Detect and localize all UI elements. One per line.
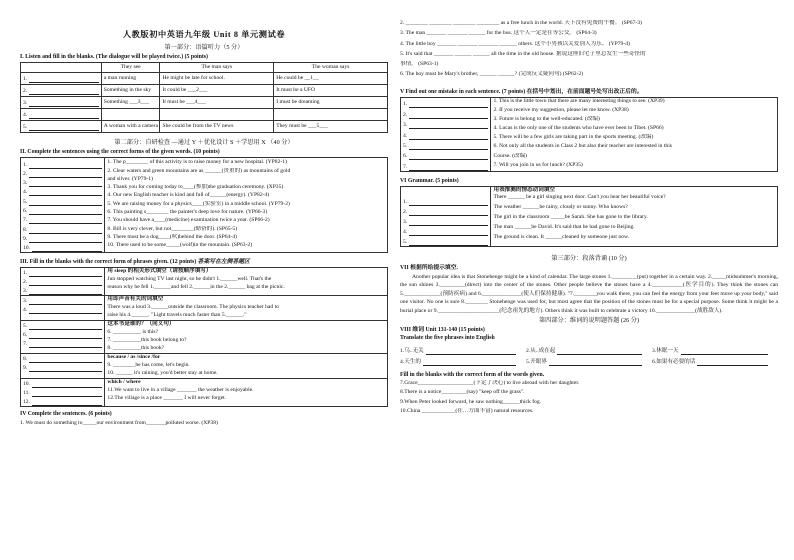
answer-number: 6. [23, 332, 28, 339]
answer-number: 10. [23, 381, 30, 388]
question-cell [105, 296, 388, 321]
answer-underline [29, 358, 102, 363]
table-row [21, 268, 388, 296]
answer-blank [23, 243, 102, 252]
question-line: 9. ________he has come, let's begin. [107, 362, 190, 369]
phrase-blank [697, 361, 768, 366]
answer-underline [29, 325, 102, 330]
answer-blank [403, 119, 488, 129]
answer-number: 2. [403, 111, 408, 118]
question-line: There was a loud 3.______outside the classroom. The physics teacher had to [107, 304, 279, 311]
answer-blank [403, 206, 488, 216]
answer-cell [21, 85, 102, 97]
question-column [105, 158, 388, 253]
section4-item: 1. We must do something to_____our environment from_______polluted worse. (XP38) [20, 419, 218, 426]
question-line: 11.We want to live in a village _______ the weather is enjoyable. [107, 387, 254, 394]
group-title: because / as /since /for [107, 354, 161, 361]
phrase-text: 4.天生的 [400, 358, 421, 365]
answer-number: 5. [23, 198, 28, 205]
table-row [21, 73, 388, 85]
answer-blank [403, 108, 488, 118]
answer-blank [23, 215, 102, 224]
phrase-item [400, 355, 526, 366]
table-cell: He could be __1__ [274, 73, 388, 85]
answer-blank [23, 296, 102, 305]
section6-table [400, 186, 778, 247]
answer-number: 5. [23, 323, 28, 330]
answer-number: 1. [23, 161, 28, 168]
question-line: Jun stopped watching TV last night, so he didn't 1.______well. That's the [107, 276, 272, 283]
answer-number: 1. [23, 76, 28, 83]
table-header [21, 63, 102, 73]
answer-underline [409, 103, 488, 108]
section9-heading: Fill in the blanks with the correct form of the words given. [400, 371, 545, 378]
translation-line: 事情。 (SP63-1) [400, 61, 439, 68]
translation-line: 6. The boy must be Mary's brother, ______ ______? (完成反义疑问句) (SP62-2) [400, 71, 584, 78]
answer-blank [403, 216, 488, 226]
answer-underline [32, 383, 102, 388]
table-cell [160, 109, 274, 121]
translation-items [400, 20, 778, 82]
answer-underline [32, 392, 103, 397]
phrase-text: 1.乌..无关 [400, 347, 424, 354]
answer-underline [29, 78, 99, 83]
answer-cell [21, 296, 105, 321]
question-column [491, 98, 778, 172]
question-line: raise his 4.______. "Light travels much faster than 5.______." [107, 312, 247, 319]
table-cell: A woman with a camera [101, 121, 160, 133]
answer-blank [23, 339, 102, 348]
phrase-text: 5.开眼界 [526, 358, 547, 365]
table-cell [101, 109, 160, 121]
question-item: and silver. (YP79-1) [107, 175, 153, 182]
answer-underline [409, 155, 488, 160]
section5-table [400, 97, 778, 172]
question-line: 12.The village is a place _______ I will never forget. [107, 395, 227, 402]
answer-underline [409, 114, 488, 119]
table-header: The woman says [274, 63, 388, 73]
answer-number: 7. [23, 217, 28, 224]
question-item: 7. Will you join in us for lunch? (XP35) [493, 161, 583, 168]
group-title: 用 sleep 的相关形式填空（请按顺序填写） [107, 268, 212, 275]
answer-underline [409, 135, 488, 140]
answer-cell [21, 354, 105, 379]
phrase-text: 3.休眠一天 [652, 347, 679, 354]
answer-blank [403, 160, 488, 170]
section4-heading: IV Complete the sentences. (6 points) [20, 411, 112, 418]
answer-underline [29, 238, 102, 243]
table-row [21, 85, 388, 97]
answer-number: 3. [23, 288, 28, 295]
question-item: 6. This painting s________ the painter's deep love for nature. (YP66-3) [107, 209, 268, 215]
answer-number: 1. [23, 270, 28, 277]
table-row [21, 121, 388, 133]
answer-underline [29, 343, 102, 348]
table-row [21, 97, 388, 109]
question-item: 1. The p________ of this activity is to raise money for a new hospital. (YP82-1) [107, 159, 287, 166]
answer-number: 3. [403, 122, 408, 129]
answer-blank [23, 277, 102, 286]
left-column [20, 0, 388, 560]
answer-blank [23, 330, 102, 339]
answer-cell [21, 73, 102, 85]
question-item: 7.Grace____________________(下定了决心) to live abroad with her daughter. [400, 379, 580, 386]
table-cell: He might be late for school. [160, 73, 274, 85]
answer-cell [21, 268, 105, 296]
table-header: The man says [160, 63, 274, 73]
section1-heading: I. Listen and fill in the blanks. (The dialogue will be played twice.) (5 points) [20, 54, 208, 60]
section8-subheading: Translate the five phrases into English [400, 335, 495, 342]
question-item: 2. If you receive my suggestion, please let me know. (XP38) [493, 107, 629, 114]
translation-line: 3. The man _______ _______ ______ for the bus. 这个人一定是在等公交。 (SP64-3) [400, 30, 597, 37]
question-line: 7. __________this book belong to? [107, 337, 187, 344]
answer-number: 4. [23, 189, 28, 196]
question-cell [105, 268, 388, 296]
answer-number: 11. [23, 390, 30, 397]
answer-underline [409, 124, 488, 129]
answer-number: 2. [23, 279, 28, 286]
answer-number: 6. [23, 208, 28, 215]
section3-table [20, 267, 388, 407]
section2-table [20, 157, 388, 253]
answer-underline [29, 182, 102, 187]
question-item: Course. (改编) [493, 152, 528, 159]
question-line: reason why he fell 1.______and fell 2.______in the 2.______ bag at the picnic. [107, 284, 285, 291]
answer-blank [23, 206, 102, 215]
section3-note: 答案写在左侧答题区 [197, 259, 250, 266]
answer-blank [23, 397, 102, 406]
answer-cell [21, 379, 105, 407]
question-cell [105, 379, 388, 407]
answer-number: 5. [403, 142, 408, 149]
answer-blank [403, 98, 488, 108]
answer-underline [29, 272, 102, 277]
answer-number: 4. [403, 229, 408, 236]
exam-title: 人教版初中英语九年级 Unit 8 单元测试卷 [122, 30, 286, 39]
question-item: The man ______be David. It's said that he had gone to Beijing. [493, 223, 635, 230]
answer-number: 7. [23, 341, 28, 348]
question-item: 4. Lucas is the only one of the students who have ever been to Tibet. (SP66) [493, 125, 664, 132]
question-cell [105, 321, 388, 354]
answer-blank [23, 305, 102, 314]
group-title: which / where [107, 379, 141, 386]
section3-title: III. Fill in the blanks with the correct form of phrases given. (12 points) [20, 259, 197, 266]
table-cell: a man running [101, 73, 160, 85]
answer-underline [409, 221, 488, 226]
answer-blank [23, 354, 102, 363]
answer-number: 4. [23, 307, 28, 314]
answer-number: 2. [23, 88, 28, 95]
question-item: 5. There will be a few girls are taking part in the sports meeting. (改编) [493, 134, 654, 141]
answer-blank [23, 268, 102, 277]
section3-heading [20, 259, 388, 266]
table-row [21, 354, 388, 379]
translation-line: 2. ________ ________ ________ ________ as a free lunch in the world. 天下没有免费的午餐。 (SP67-3) [400, 20, 642, 26]
question-item: 4. Our new English teacher is kind and full of______(energy). (YP82-4) [107, 192, 270, 199]
answer-underline [29, 114, 99, 119]
question-item: 5. We are raising money for a physics____(实验室) in a middle school. (YP79-2) [107, 200, 290, 207]
phrase-text: 6.如果有必要的话 [652, 358, 696, 365]
phrase-item [652, 355, 778, 366]
part1-heading: 第一部分：语篇听力（5 分） [164, 44, 244, 52]
answer-blank [403, 129, 488, 139]
table-cell: They must be ___5___ [274, 121, 388, 133]
question-item: There ______ be a girl singing next door. Can't you hear her beautiful voice? [493, 193, 666, 200]
answer-cell [21, 97, 102, 109]
answer-number: 10. [23, 245, 30, 252]
answer-underline [32, 247, 102, 252]
question-cell [105, 354, 388, 379]
answer-blank [23, 321, 102, 330]
section7-heading: VII 根据所给提示填空. [400, 264, 458, 271]
answer-blank [23, 224, 102, 233]
question-item: 10. There used to be some_____(wolf)in the mountain. (SP63-2) [107, 242, 253, 249]
question-item: 8.There is a notice_________(say) "keep off the grass". [400, 389, 525, 396]
answer-column [401, 187, 491, 247]
answer-underline [409, 145, 488, 150]
answer-blank [23, 159, 102, 168]
passage-text: Another popular idea is that Stonehenge might be a kind of calendar. The large stones 1._________(put) together in a certain way. 2._____midsummer's morning, the sun shines 3._________(direct) into the center of the stones. Other people believe the stones have a 4.___________(医学目的). They think the stones can 5._____________(预防疾病) and 6.______________(使人们保持健康). "7.________you walk there, you can feel the energy from your feet move up your body," said one visitor. No one is sure 8.________ Stonehenge was used for, but most agree that the position of the stones must be for a special purpose. Some think it might be a burial place or 9.______________________(纪念祖先的地方). Others think it was built to celebrate a victory 10.______________(战胜敌人). [400, 273, 778, 314]
answer-underline [29, 173, 102, 178]
answer-underline [29, 300, 102, 305]
table-cell: Something ___3___ [101, 97, 160, 109]
answer-blank [403, 236, 488, 246]
answer-number: 2. [23, 170, 28, 177]
answer-blank [403, 226, 488, 236]
table-cell [274, 109, 388, 121]
answer-underline [29, 219, 102, 224]
answer-underline [409, 241, 488, 246]
answer-column [21, 158, 105, 253]
answer-underline [409, 211, 488, 216]
answer-underline [29, 102, 99, 107]
question-item: 10.China ____________(在…方面丰富) natural resources. [400, 408, 534, 415]
table-cell: She could be from the TV news [160, 121, 274, 133]
answer-number: 5. [23, 124, 28, 131]
answer-underline [29, 334, 102, 339]
answer-blank [23, 187, 102, 196]
translation-line: 5. It's said that _______ ______ ______ all the time in the old house. 据说这座旧宅子里总发生一些奇怪的 [400, 50, 646, 57]
table-cell: It must be ___4___ [160, 97, 274, 109]
answer-number: 3. [403, 219, 408, 226]
section9-items [400, 380, 778, 418]
phrase-text: 2.从..成在起 [526, 347, 556, 354]
answer-number: 3. [23, 100, 28, 107]
answer-number: 7. [403, 163, 408, 170]
group-title: 用即声音有关的词填空 [107, 296, 164, 303]
section8-heading: VIII 维词 Unit 131-140 (15 points) [400, 327, 485, 334]
answer-underline [29, 201, 102, 206]
answer-underline [29, 126, 99, 131]
answer-number: 3. [23, 180, 28, 187]
question-item: 2. Clear waters and green mountains are as ______(贵重的) as mountains of gold [107, 167, 291, 174]
translation-line: 4. The little boy _______ _______ _______ ______ others. 这个小男孩以关爱别人为乐。 (YP79-4) [400, 40, 630, 47]
answer-blank [23, 234, 102, 243]
table-row [21, 379, 388, 407]
section2-heading: II. Complete the sentences using the correct forms of the given words. (10 points) [20, 148, 220, 155]
phrase-item [526, 355, 652, 366]
question-line: 10. ______ it's raining, you'd better stay at home. [107, 370, 218, 377]
answer-underline [29, 367, 102, 372]
question-item: 9. There must be a dog____(吠)behind the door. (SP64-4) [107, 233, 237, 240]
answer-cell [21, 321, 105, 354]
question-item: 1. This is the little town that there are many interesting things to see. (XP39) [493, 98, 665, 105]
answer-underline [29, 164, 102, 169]
table-cell: Something in the sky [101, 85, 160, 97]
answer-blank [23, 122, 99, 131]
section6-heading: VI Grammar. (5 points) [400, 177, 459, 184]
answer-number: 9. [23, 235, 28, 242]
question-item: 3. Thank you for coming today to____(参加)the graduation ceremony. (XP35) [107, 184, 284, 191]
phrase-blank [423, 361, 516, 366]
answer-number: 4. [403, 132, 408, 139]
answer-number: 8. [23, 226, 28, 233]
table-row [21, 109, 388, 121]
group-title: 这本书是谁的？（同义句） [107, 321, 175, 328]
question-line: 6. __________ is this? [107, 329, 159, 336]
question-line: 8. __________this book? [107, 345, 165, 352]
answer-underline [29, 281, 102, 286]
answer-blank [403, 187, 488, 206]
answer-number: 8. [23, 356, 28, 363]
question-item: The girl in the classroom _____be Sarah. She has gone to the library. [493, 213, 648, 220]
answer-number: 9. [23, 365, 28, 372]
question-item: 7. You should have a____(medicine) examination twice a year. (SP66-2) [107, 217, 270, 224]
answer-blank [23, 363, 102, 372]
answer-underline [32, 401, 102, 406]
question-item: The weather ______be rainy, cloudy or sunny. Who knows? [493, 203, 628, 210]
table-cell: It must be a UFO [274, 85, 388, 97]
part4-heading: 第四部分：维词的说明题答题 (26 分) [538, 317, 640, 325]
answer-blank [23, 86, 99, 95]
answer-underline [29, 309, 102, 314]
answer-cell [21, 121, 102, 133]
answer-blank [23, 286, 102, 295]
answer-underline [409, 201, 488, 206]
table-header: They see [101, 63, 160, 73]
question-item: The ground is clean. It ______cleaned by someone just now. [493, 233, 630, 240]
answer-blank [23, 178, 102, 187]
answer-cell [21, 109, 102, 121]
phrase-item [400, 344, 526, 355]
phrase-blank [549, 361, 642, 366]
answer-underline [29, 191, 102, 196]
answer-blank [23, 74, 99, 83]
answer-blank [403, 140, 488, 150]
listening-table [20, 62, 388, 133]
answer-blank [23, 98, 99, 107]
answer-number: 2. [403, 209, 408, 216]
phrase-grid [400, 344, 778, 366]
answer-blank [23, 388, 102, 397]
phrase-item [526, 344, 652, 355]
table-cell: It could be ___2___ [160, 85, 274, 97]
answer-blank [23, 379, 102, 388]
table-row [21, 321, 388, 354]
answer-number: 3. [23, 298, 28, 305]
answer-underline [29, 229, 102, 234]
right-column [400, 0, 778, 560]
question-item: 8. Bill is very clever, but not________(勤奋的). (SP65-5) [107, 225, 238, 232]
part3-heading: 第三部分：段落背诵 (10 分) [551, 255, 627, 262]
question-item: 6. Not only all the students in Class 2 but also their teacher are interested in this [493, 143, 672, 150]
answer-number: 5. [403, 239, 408, 246]
answer-blank [403, 150, 488, 160]
section5-heading: V Find out one mistake in each sentence. (7 points) 在括号中划出，在前面题号处写出改正后的。 [400, 88, 643, 95]
answer-column [401, 98, 491, 172]
answer-blank [23, 169, 102, 178]
answer-underline [29, 290, 102, 295]
question-item: 3. Future is belong to the well-educated. (改编) [493, 116, 600, 123]
part2-heading: 第二部分：自研检查 —通过 Y ＋优化设计 S ＋学思用 X （40 分） [114, 139, 294, 147]
question-column [491, 187, 778, 247]
answer-number: 6. [403, 153, 408, 160]
answer-blank [23, 196, 102, 205]
answer-number: 1. [403, 101, 408, 108]
answer-number: 1. [403, 199, 408, 206]
answer-number: 4. [23, 112, 28, 119]
table-cell: I must be dreaming [274, 97, 388, 109]
answer-underline [29, 210, 102, 215]
phrase-item [652, 344, 778, 355]
table-row [21, 296, 388, 321]
answer-underline [29, 90, 99, 95]
answer-underline [409, 231, 488, 236]
answer-number: 12. [23, 399, 30, 406]
answer-underline [409, 166, 488, 171]
grammar-instruction: 用表推测的情态动词填空 [493, 187, 556, 193]
answer-blank [23, 110, 99, 119]
question-item: 9.When Peter looked forward, he saw nothing______thick fog. [400, 398, 542, 405]
